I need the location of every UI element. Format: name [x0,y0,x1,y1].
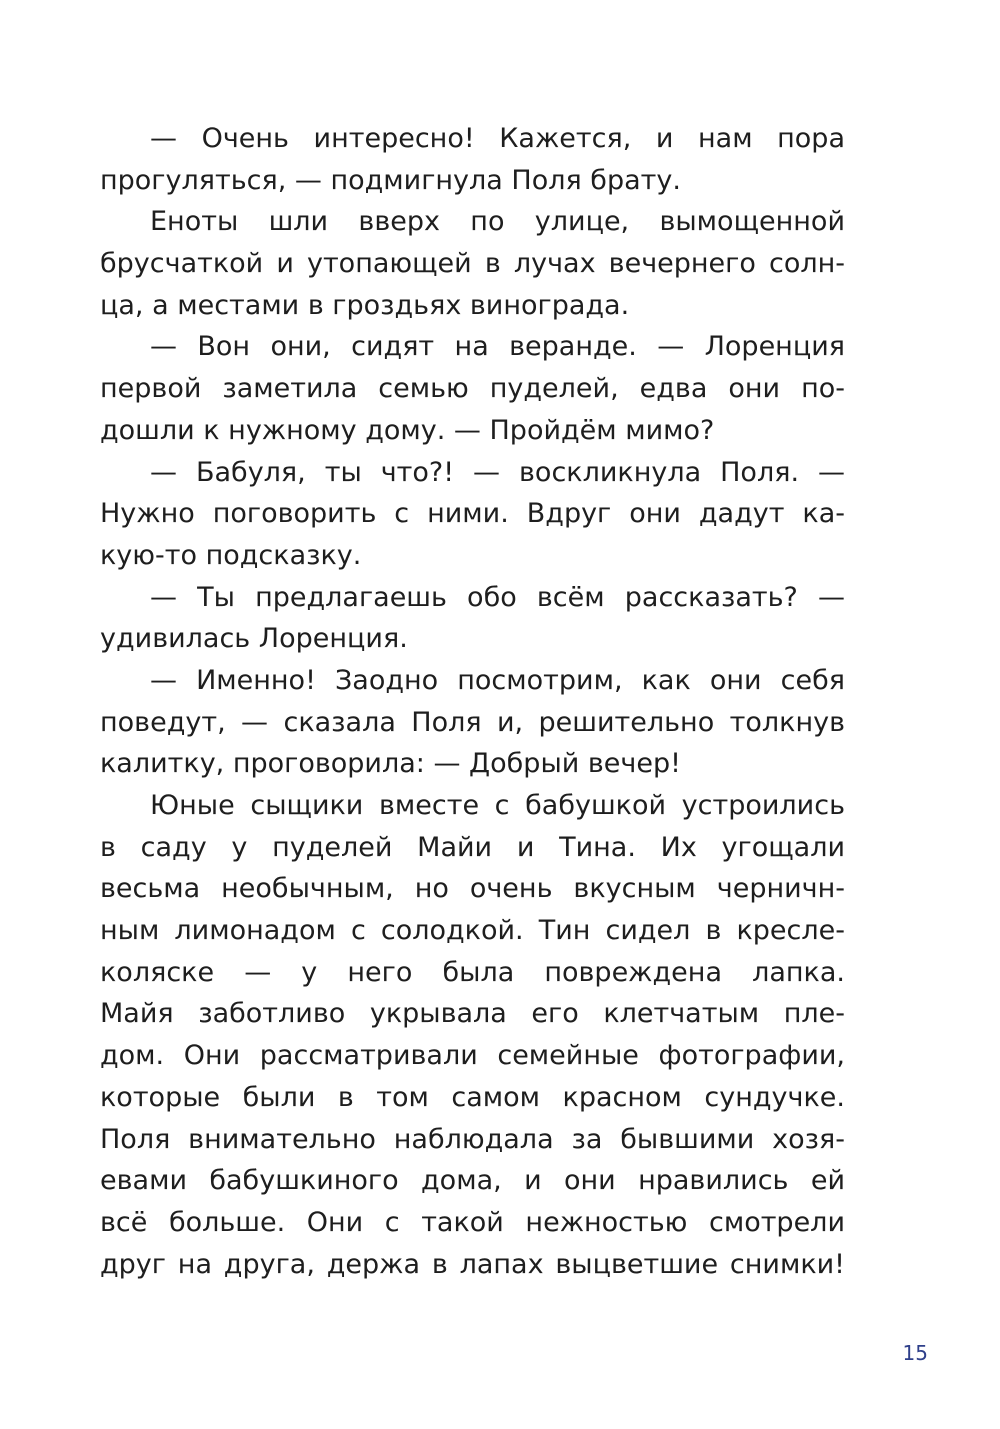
text-line: друг на друга, держа в лапах выцветшие снимки! [100,1248,845,1280]
text-line: — Ты предлагаешь обо всём рассказать? — [150,581,845,613]
page-number: 15 [902,1341,928,1365]
text-line: всё больше. Они с такой нежностью смотрели [100,1206,845,1238]
text-line: калитку, проговорила: — Добрый вечер! [100,748,681,780]
text-line: — Бабуля, ты что?! — воскликнула Поля. — [150,456,845,488]
text-line: евами бабушкиного дома, и они нравились ей [100,1165,845,1197]
text-line: Майя заботливо укрывала его клетчатым пле- [100,998,845,1030]
text-line: прогуляться, — подмигнула Поля брату. [100,164,681,196]
paragraph [100,326,845,451]
text-line: — Именно! Заодно посмотрим, как они себя [150,664,845,696]
text-line: коляске — у него была повреждена лапка. [100,956,845,988]
text-line: — Вон они, сидят на веранде. — Лоренция [150,331,845,363]
text-line: в саду у пуделей Майи и Тина. Их угощали [100,831,845,863]
text-line: Нужно поговорить с ними. Вдруг они дадут ка- [100,498,845,530]
paragraph [100,452,845,577]
text-line: первой заметила семью пуделей, едва они по- [100,373,845,405]
paragraph [100,118,845,201]
paragraph [100,660,845,785]
text-line: дом. Они рассматривали семейные фотографии, [100,1040,845,1072]
text-line: поведут, — сказала Поля и, решительно толкнув [100,706,845,738]
text-line: брусчаткой и утопающей в лучах вечернего солн- [100,248,845,280]
text-line: дошли к нужному дому. — Пройдём мимо? [100,414,715,446]
text-line: ца, а местами в гроздьях винограда. [100,289,630,321]
paragraph [100,201,845,326]
text-line: Юные сыщики вместе с бабушкой устроились [150,790,845,821]
text-line: ным лимонадом с солодкой. Тин сидел в кресле- [100,915,845,947]
text-line: Поля внимательно наблюдала за бывшими хозя- [100,1123,845,1155]
text-line: — Очень интересно! Кажется, и нам пора [150,123,845,154]
paragraph [100,577,845,660]
text-line: которые были в том самом красном сундучке. [100,1081,845,1113]
paragraph [100,785,845,1285]
text-line: весьма необычным, но очень вкусным черничн- [100,873,845,905]
text-line: кую-то подсказку. [100,539,362,571]
page-text [100,118,845,1285]
text-line: удивилась Лоренция. [100,623,408,655]
text-line: Еноты шли вверх по улице, вымощенной [150,206,845,238]
